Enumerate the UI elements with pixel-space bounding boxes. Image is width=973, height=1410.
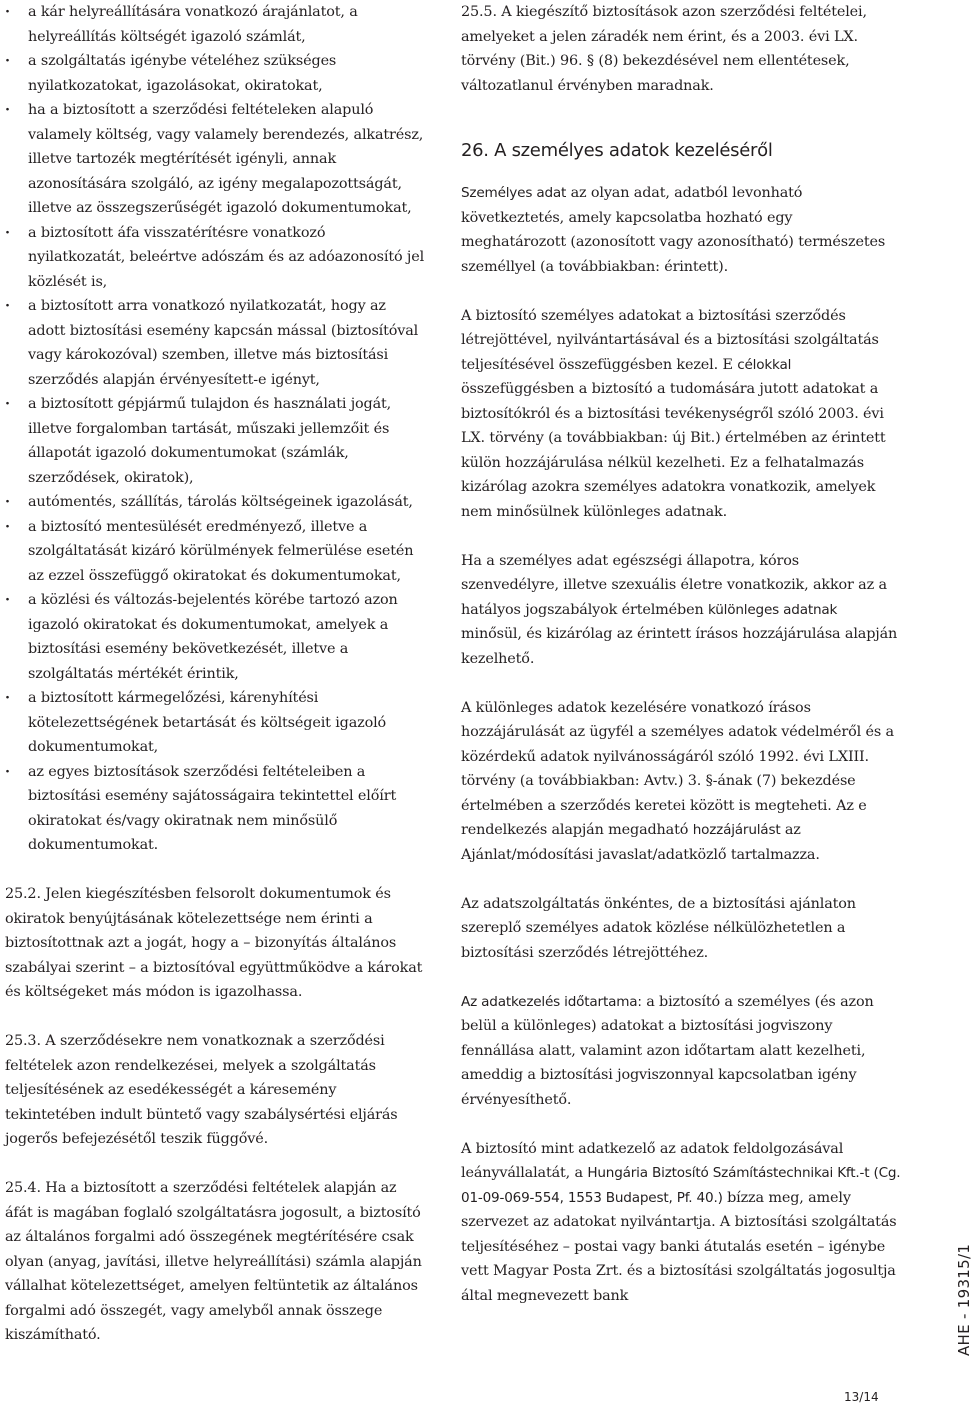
list-item: · a biztosított gépjármű tulajdon és használati jogát, illetve forgalomban tartását, műszaki jellemzőit és állapotát igazoló dokumentumokat (számlák, szerződések, okiratok), xyxy=(5,392,425,490)
paragraph-consent xyxy=(461,696,901,868)
term-processor: Hungária Biztosító Számítástechnikai Kft.-t (Cg. 01-09-069-554, 1553 Budapest, Pf. 40.) xyxy=(461,1165,901,1206)
list-item: · ha a biztosított a szerződési feltételeken alapuló valamely költség, vagy valamely berendezés, alkatrész, illetve tartozék megtérítését igényli, annak azonosítására szolgáló, az igény megalapozottságát, illetve az összegszerűségét igazoló dokumentumokat, xyxy=(5,98,425,221)
list-item: · a biztosított arra vonatkozó nyilatkozatát, hogy az adott biztosítási esemény kapcsán mással (biztosítóval vagy károkozóval) szemben, illetve más biztosítási szerződés alapján érvényesített-e igényt, xyxy=(5,294,425,392)
term-consent: hozzájárulást xyxy=(692,822,781,838)
list-item: · a szolgáltatás igénybe vételéhez szükséges nyilatkozatokat, igazolásokat, okiratokat, xyxy=(5,49,425,98)
term-special-data: különleges adatnak xyxy=(708,601,838,618)
paragraph-25-2: 25.2. Jelen kiegészítésben felsorolt dokumentumok és okiratok benyújtásának kötelezettsége nem érinti a biztosítottnak azt a jogát, hogy a – bizonyítás általános szabályai szerint – a biztosítóval együttműködve a károkat és költségeket más módon is igazolhassa. xyxy=(5,886,423,1000)
paragraph-text: minősül, és kizárólag az érintett írásos hozzájárulása alapján kezelhető. xyxy=(461,626,898,667)
paragraph-voluntary: Az adatszolgáltatás önkéntes, de a biztosítási ajánlaton szereplő személyes adatok közlése nélkülözhetetlen a biztosítási szerződés létrejöttéhez. xyxy=(461,895,856,961)
paragraph-processor xyxy=(461,1137,901,1309)
paragraph-text: az olyan adat, adatból levonható következtetés, amely kapcsolatba hozható egy meghatározott (azonosított vagy azonosítható) természetes személlyel (a továbbiakban: érintett). xyxy=(461,185,886,275)
list-item: · autómentés, szállítás, tárolás költségeinek igazolását, xyxy=(5,490,425,515)
list-item: · a biztosított kármegelőzési, kárenyhítési kötelezettségének betartását és költségeit igazoló dokumentumokat, xyxy=(5,686,425,760)
list-item: · a közlési és változás-bejelentés körébe tartozó azon igazoló okiratokat és dokumentumokat, amelyek a biztosítási esemény bekövetkezését, illetve a szolgáltatás mértékét érintik, xyxy=(5,588,425,686)
section-heading: 26. A személyes adatok kezeléséről xyxy=(461,140,773,161)
paragraph-25-4: 25.4. Ha a biztosított a szerződési feltételek alapján az áfát is magában foglaló szolgáltatásra jogosult, a biztosító az általános forgalmi adó összegének megtérítésére csak olyan (anyag, javítási, illetve helyreállítási) számla alapján vállalhat kötelezettséget, amelyen feltüntetik az általános forgalmi adó összegét, vagy amelyből annak összege kiszámítható. xyxy=(5,1180,422,1343)
paragraph-text: A biztosító személyes adatokat a biztosítási szerződés létrejöttével, nyilvántartásával és a biztosítási szolgáltatás teljesítésével összefüggésben kezel. E xyxy=(461,307,879,373)
paragraph-text: A biztosító mint adatkezelő az adatok feldolgozásával leányvállalatát, a xyxy=(461,1140,844,1181)
page-number: 13/14 xyxy=(844,1390,879,1404)
right-column xyxy=(461,0,901,1308)
left-column xyxy=(5,0,425,1348)
paragraph-text: összefüggésben a biztosító a tudomására jutott adatokat a biztosítókról és a biztosítási tevékenységről szóló 2003. évi LX. törvény (a továbbiakban: új Bit.) értelmében az érintett külön hozzájárulása nélkül kezelheti. Ez a felhatalmazás kizárólag azokra személyes adatokra vonatkozik, amelyek nem minősülnek különleges adatnak. xyxy=(461,381,886,520)
paragraph-text: bízza meg, amely szervezet az adatokat nyilvántartja. A biztosítási szolgáltatás teljesítéséhez – postai vagy banki átutalás esetén – igénybe vett Magyar Posta Zrt. és a biztosítási szolgáltatás jogosultja által megnevezett bank xyxy=(461,1189,897,1304)
paragraph-text: Ha a személyes adat egészségi állapotra, kóros szenvedélyre, illetve szexuális életre vonatkozik, akkor az a hatályos jogszabályok értelmében xyxy=(461,552,887,618)
paragraph-purposes xyxy=(461,304,901,525)
document-list xyxy=(5,0,425,858)
paragraph-25-5: 25.5. A kiegészítő biztosítások azon szerződési feltételei, amelyeket a jelen záradék nem érint, és a 2003. évi LX. törvény (Bit.) 96. § (8) bekezdésével nem ellentétesek, változatlanul érvényben maradnak. xyxy=(461,4,867,94)
paragraph-personal-data xyxy=(461,181,901,279)
list-item: · a biztosított áfa visszatérítésre vonatkozó nyilatkozatát, beleértve adószám és az adóazonosító jel közlését is, xyxy=(5,221,425,295)
paragraph-text: a biztosító a személyes (és azon belül a különleges) adatokat a biztosítási jogviszony fennállása alatt, valamint azon időtartam alatt kezelheti, ameddig a biztosítási jogviszonnyal kapcsolatban igény érvényesíthető. xyxy=(461,993,874,1108)
term-retention: Az adatkezelés időtartama: xyxy=(461,993,642,1010)
paragraph-25-3: 25.3. A szerződésekre nem vonatkoznak a szerződési feltételek azon rendelkezései, melyek a szolgáltatás teljesítésének az esedékességét a káresemény tekintetében indult büntető vagy szabálysértési eljárás jogerős befejezésétől teszik függővé. xyxy=(5,1033,398,1147)
document-code: AHE - 19315/1 xyxy=(955,1243,973,1356)
list-item: · a biztosító mentesülését eredményező, illetve a szolgáltatását kizáró körülmények felmerülése esetén az ezzel összefüggő okiratokat és dokumentumokat, xyxy=(5,515,425,589)
term-personal-data: Személyes adat xyxy=(461,185,567,201)
paragraph-retention xyxy=(461,990,901,1113)
term-purposes: célokkal xyxy=(737,356,792,373)
paragraph-text: A különleges adatok kezelésére vonatkozó írásos hozzájárulását az ügyfél a személyes adatok védelméről és a közérdekű adatok nyilvánosságáról szóló 1992. évi LXIII. törvény (a továbbiakban: Avtv.) 3. §-ának (7) bekezdése értelmében a szerződés keretei között is megteheti. Az e rendelkezés alapján megadható xyxy=(461,699,894,838)
paragraph-special-data xyxy=(461,549,901,672)
list-item: · a kár helyreállítására vonatkozó árajánlatot, a helyreállítás költségét igazoló számlát, xyxy=(5,0,425,49)
list-item: · az egyes biztosítások szerződési feltételeiben a biztosítási esemény sajátosságaira tekintettel előírt okiratokat és/vagy okiratnak nem minősülő dokumentumokat. xyxy=(5,760,425,858)
paragraph-text: az Ajánlat/módosítási javaslat/adatközlő tartalmazza. xyxy=(461,822,820,863)
